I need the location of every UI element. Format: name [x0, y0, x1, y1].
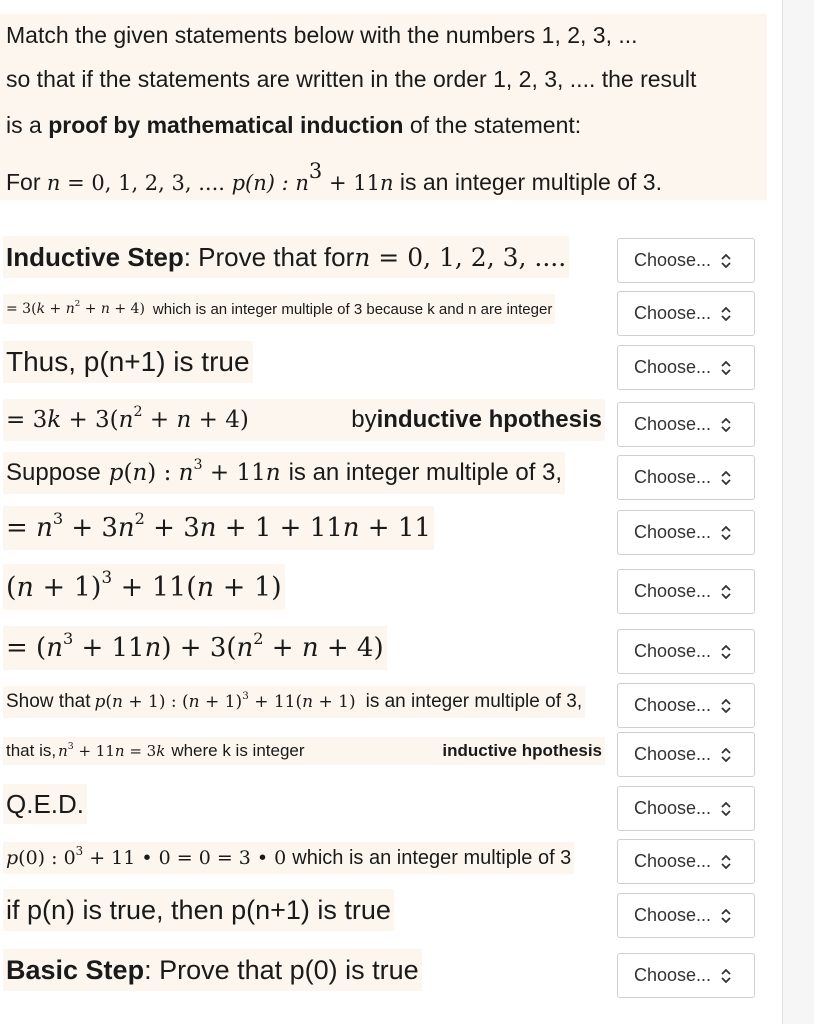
- statement-5-text: Suppose: [6, 459, 101, 486]
- question-suffix: is an integer multiple of 3.: [393, 169, 662, 195]
- answer-select-1[interactable]: [617, 238, 755, 283]
- statement-5-math: p(n) : $n^3 + 11n$: [108, 457, 281, 486]
- up-down-chevron-icon: [721, 699, 731, 713]
- select-label: Choose...: [634, 641, 712, 661]
- statement-10-text: that is,: [6, 741, 57, 760]
- statement-9-math: p(n + 1) : $(n + 1)^3 + 11(n + 1)$: [94, 689, 356, 712]
- up-down-chevron-icon: [721, 307, 731, 321]
- statement-4-bold: inductive hpothesis: [376, 406, 602, 433]
- statement-12-text: which is an integer multiple of 3: [292, 846, 572, 869]
- select-label: Choose...: [634, 467, 712, 487]
- answer-select-4[interactable]: [617, 402, 755, 447]
- up-down-chevron-icon: [721, 361, 731, 375]
- statement-10-text2: where k is integer: [171, 741, 305, 760]
- question-line-3: [6, 112, 581, 139]
- statement-3: [3, 341, 253, 383]
- statement-14-text: : Prove that p(0) is true: [144, 954, 419, 985]
- up-down-chevron-icon: [721, 909, 731, 923]
- statement-10-math: $n^3 + 11n = 3k$: [58, 740, 166, 760]
- statement-2-math: = $3(k + n^2 + n + 4)$: [6, 299, 145, 317]
- answer-select-9[interactable]: [617, 683, 755, 728]
- answer-select-11[interactable]: [617, 786, 755, 831]
- select-label: Choose...: [634, 581, 712, 601]
- question-line-3-prefix: is a: [6, 112, 49, 138]
- up-down-chevron-icon: [721, 969, 731, 983]
- statement-8: [3, 626, 387, 670]
- statement-2-text: which is an integer multiple of 3 because k and n are integer: [152, 300, 553, 318]
- question-line-2: so that if the statements are written in the order 1, 2, 3, .... the result: [6, 66, 697, 92]
- question-math-range: = 0, 1, 2, 3, ....: [60, 171, 232, 195]
- select-label: Choose...: [634, 965, 712, 985]
- statement-11-text: Q.E.D.: [6, 788, 85, 819]
- statement-2: [3, 294, 555, 324]
- page-scroll-rail: [782, 0, 814, 1024]
- question-line-3-bold: proof by mathematical induction: [48, 112, 404, 138]
- statement-7: [3, 564, 285, 610]
- select-label: Choose...: [634, 695, 712, 715]
- statement-4: [3, 399, 605, 441]
- question-math-plus: + 11: [322, 171, 380, 195]
- statement-6: [3, 506, 434, 550]
- statement-1-bold: Inductive Step: [6, 241, 184, 272]
- statement-5: [3, 452, 565, 494]
- statement-4-math: = $3k + 3(n^2 + n + 4)$: [6, 404, 249, 433]
- statement-9-text2: is an integer multiple of 3,: [365, 691, 583, 712]
- statement-12: [3, 842, 574, 874]
- statement-6-math: = $n^3 + 3n^2 + 3n + 1 + 11n + 11$: [6, 508, 431, 543]
- statement-13: [3, 889, 394, 931]
- up-down-chevron-icon: [721, 526, 731, 540]
- answer-select-2[interactable]: [617, 291, 755, 336]
- select-label: Choose...: [634, 905, 712, 925]
- up-down-chevron-icon: [721, 645, 731, 659]
- up-down-chevron-icon: [721, 418, 731, 432]
- select-label: Choose...: [634, 851, 712, 871]
- statement-11: [3, 784, 87, 824]
- statement-14: [3, 949, 422, 991]
- statement-8-math: = $(n^3 + 11n) + 3(n^2 + n + 4)$: [6, 628, 384, 663]
- answer-select-3[interactable]: [617, 345, 755, 390]
- statement-9: [3, 686, 585, 718]
- question-text: [0, 14, 767, 200]
- statement-4-text: by: [351, 406, 377, 433]
- select-label: Choose...: [634, 414, 712, 434]
- statement-7-math: $(n + 1)^3 + 11(n + 1)$: [6, 567, 282, 603]
- up-down-chevron-icon: [721, 802, 731, 816]
- answer-select-12[interactable]: [617, 839, 755, 884]
- statement-14-bold: Basic Step: [6, 954, 145, 985]
- statement-3-text: Thus, p(n+1) is true: [6, 346, 250, 377]
- up-down-chevron-icon: [721, 254, 731, 268]
- select-label: Choose...: [634, 250, 712, 270]
- question-line-4: For n = 0, 1, 2, 3, .... p(n) : $n^3 + 11n$ is an integer multiple of 3.: [6, 159, 662, 195]
- question-math-n: n: [46, 171, 61, 195]
- up-down-chevron-icon: [721, 855, 731, 869]
- up-down-chevron-icon: [721, 748, 731, 762]
- statement-5-text2: is an integer multiple of 3,: [288, 459, 563, 486]
- question-math-p: p(n) : n: [231, 171, 309, 195]
- question-line-3-suffix: of the statement:: [403, 112, 582, 138]
- select-label: Choose...: [634, 303, 712, 323]
- select-label: Choose...: [634, 744, 712, 764]
- statement-13-text: if p(n) is true, then p(n+1) is true: [6, 894, 391, 925]
- up-down-chevron-icon: [721, 471, 731, 485]
- statement-10-bold: inductive hpothesis: [442, 741, 602, 760]
- answer-select-5[interactable]: [617, 455, 755, 500]
- answer-select-7[interactable]: [617, 569, 755, 614]
- statement-12-math: p(0) : $0^3 + 11$ • 0 = 0 = 3 • 0: [6, 843, 287, 869]
- statement-1-text: : Prove that for: [183, 241, 355, 272]
- question-for: For: [6, 169, 47, 195]
- statement-9-text: Show that: [6, 691, 91, 712]
- select-label: Choose...: [634, 522, 712, 542]
- answer-select-10[interactable]: [617, 732, 755, 777]
- answer-select-13[interactable]: [617, 893, 755, 938]
- answer-select-14[interactable]: [617, 953, 755, 998]
- select-label: Choose...: [634, 357, 712, 377]
- answer-select-8[interactable]: [617, 629, 755, 674]
- statement-1: [3, 236, 569, 278]
- statement-1-math: n = 0, 1, 2, 3, ....: [354, 242, 567, 272]
- answer-select-6[interactable]: [617, 510, 755, 555]
- statement-10: [3, 737, 605, 765]
- question-math-n2: n: [379, 171, 394, 195]
- select-label: Choose...: [634, 798, 712, 818]
- up-down-chevron-icon: [721, 585, 731, 599]
- question-line-1: Match the given statements below with the numbers 1, 2, 3, ...: [6, 22, 638, 48]
